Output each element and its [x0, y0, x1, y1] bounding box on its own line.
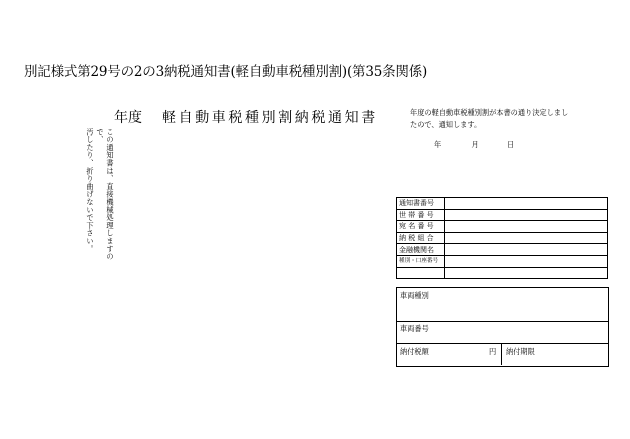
table-row: [397, 244, 608, 256]
side-note-line-1: この通知書は、直接機械処理しますので、: [96, 128, 115, 261]
table-row: [397, 232, 608, 244]
info-value: [445, 209, 608, 221]
info-value: [445, 255, 608, 267]
table-row: [397, 209, 608, 221]
notice-text: [410, 107, 610, 131]
yen-label: 円: [489, 347, 497, 356]
vehicle-divider-2: [397, 343, 608, 344]
info-label: [397, 267, 445, 279]
document-title: [114, 107, 378, 127]
table-row: [397, 198, 608, 210]
notice-line-2: たので、通知します。: [410, 120, 482, 129]
date-year-label: 年: [434, 140, 442, 149]
info-label: 金融機関名: [397, 244, 445, 256]
info-label: 世 帯 番 号: [397, 209, 445, 221]
info-value: [445, 221, 608, 233]
table-row: [397, 221, 608, 233]
info-value: [445, 198, 608, 210]
info-value: [445, 232, 608, 244]
vehicle-type-label: 車両種別: [400, 291, 429, 300]
issue-date: [434, 140, 514, 150]
info-value: [445, 244, 608, 256]
side-note-line-2: 汚したり、折り曲げないで下さい。: [86, 128, 95, 253]
fiscal-year-label: 年度: [114, 110, 142, 126]
info-label: 納 税 組 合: [397, 232, 445, 244]
vehicle-divider-1: [397, 321, 608, 322]
vehicle-box: [396, 287, 609, 367]
tax-amount-label: 納付税額: [400, 347, 429, 356]
notice-line-1: 年度の軽自動車税種別割が本書の通り決定しまし: [410, 108, 569, 117]
vehicle-divider-3: [501, 343, 502, 365]
table-row: [397, 255, 608, 267]
form-title: 別記様式第29号の2の3納税通知書(軽自動車税種別割)(第35条関係): [24, 64, 428, 80]
document-title-main: 軽自動車税種別割納税通知書: [162, 110, 378, 126]
date-day-label: 日: [507, 140, 515, 149]
info-table: [396, 197, 608, 279]
table-row: [397, 267, 608, 279]
info-label: 宛 名 番 号: [397, 221, 445, 233]
info-label: 通知書番号: [397, 198, 445, 210]
info-value: [445, 267, 608, 279]
payment-deadline-label: 納付期限: [506, 347, 535, 356]
vehicle-number-label: 車両番号: [400, 324, 429, 333]
info-label: 種別・口座番号: [397, 255, 445, 267]
date-month-label: 月: [471, 140, 479, 149]
